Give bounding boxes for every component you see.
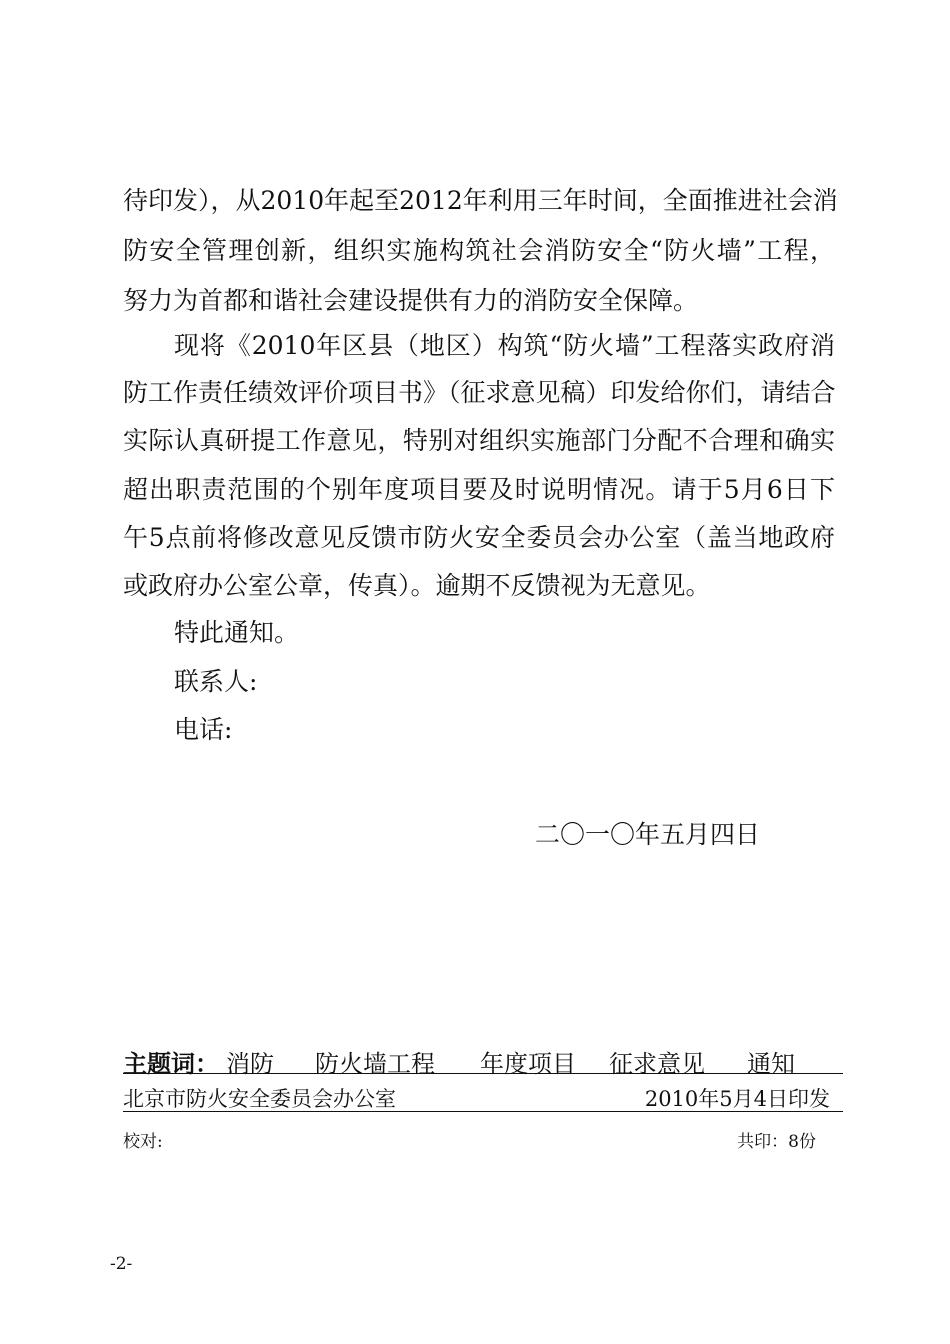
body-line-2: 防安全管理创新，组织实施构筑社会消防安全“防火墙”工程， [123, 236, 835, 265]
body-line-7: 超出职责范围的个别年度项目要及时说明情况。请于5月6日下 [123, 475, 835, 504]
issuing-office: 北京市防火安全委员会办公室 [123, 1087, 396, 1111]
body-line-1: 待印发），从2010年起至2012年利用三年时间，全面推进社会消 [123, 186, 838, 215]
issue-date: 2010年5月4日印发 [644, 1087, 830, 1111]
body-line-6: 实际认真研提工作意见，特别对组织实施部门分配不合理和确实 [123, 426, 835, 455]
signature-date: 二〇一〇年五月四日 [535, 820, 761, 849]
keyword-5: 通知 [747, 1050, 795, 1078]
body-line-8: 午5点前将修改意见反馈市防火安全委员会办公室（盖当地政府 [123, 523, 835, 552]
body-line-4: 现将《2010年区县（地区）构筑“防火墙”工程落实政府消 [174, 331, 835, 360]
copies-count: 共印：8份 [737, 1132, 816, 1152]
contact-label: 联系人: [174, 667, 258, 696]
body-line-9: 或政府办公室公章，传真）。逾期不反馈视为无意见。 [123, 571, 711, 600]
keyword-1: 消防 [226, 1050, 274, 1078]
footer-rule-bottom [123, 1111, 843, 1112]
closing-text: 特此通知。 [174, 618, 300, 647]
body-line-3: 努力为首都和谐社会建设提供有力的消防安全保障。 [123, 286, 699, 315]
page-number: -2- [110, 1254, 133, 1274]
subject-label: 主题词： [123, 1050, 219, 1078]
proofreader-label: 校对: [123, 1132, 163, 1152]
keyword-4: 征求意见 [609, 1050, 705, 1078]
keyword-3: 年度项目 [480, 1050, 576, 1078]
body-line-5: 防工作责任绩效评价项目书》（征求意见稿）印发给你们，请结合 [123, 378, 836, 407]
phone-label: 电话: [174, 715, 233, 744]
keyword-2: 防火墙工程 [315, 1050, 435, 1078]
footer-rule-top [123, 1073, 843, 1074]
